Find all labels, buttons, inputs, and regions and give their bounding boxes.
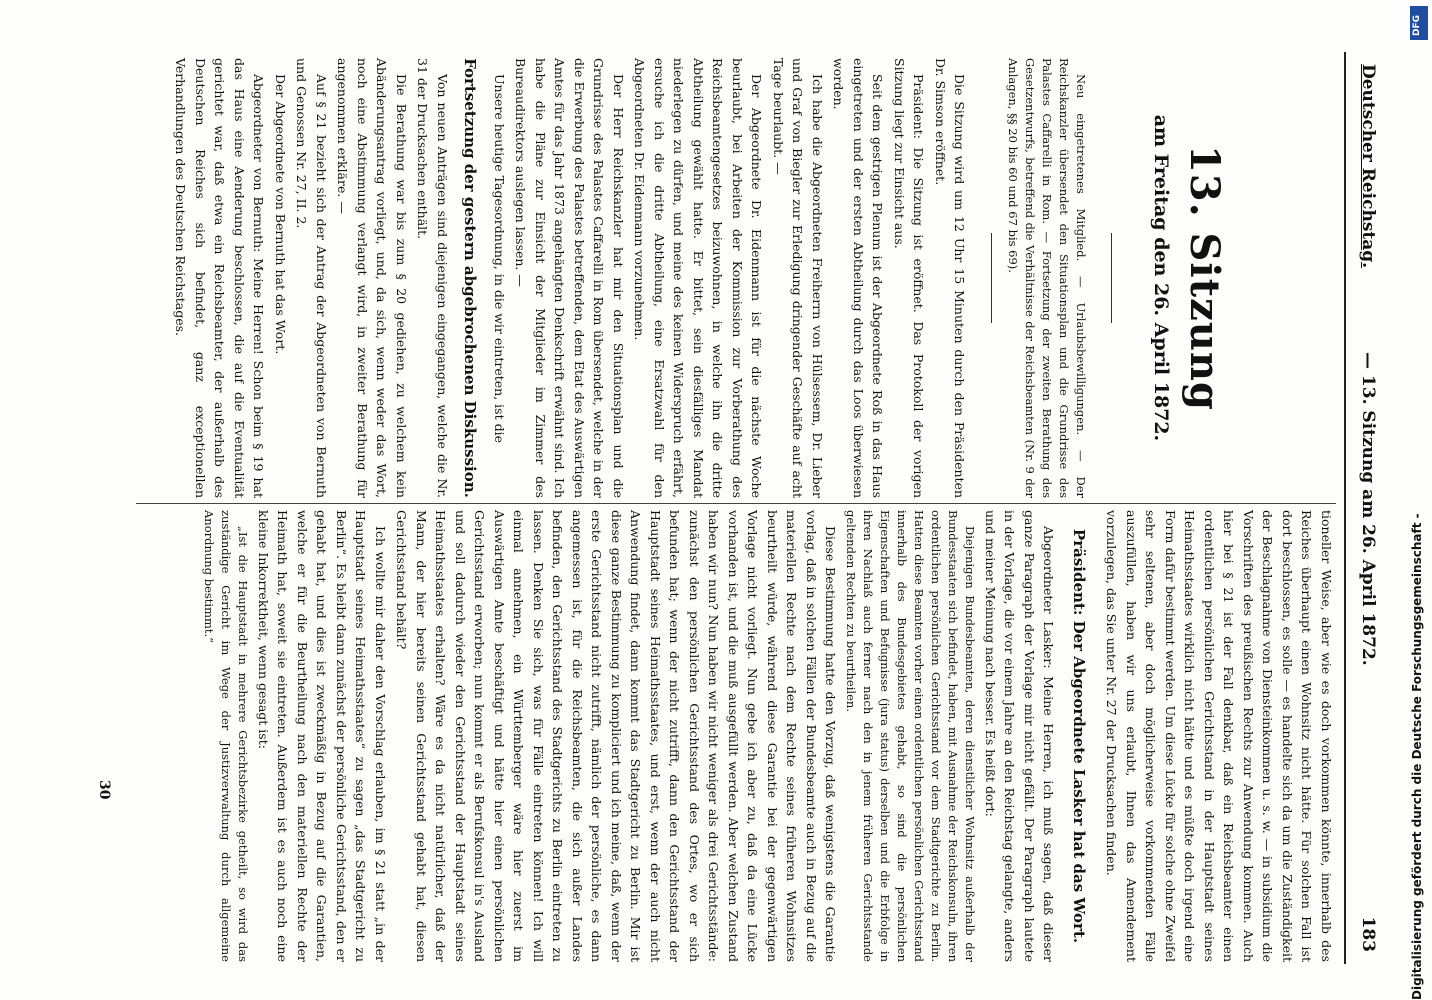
dfg-logo-text: DFG [1412, 14, 1422, 36]
dfg-logo [1410, 6, 1428, 40]
column-divider [136, 503, 1336, 504]
summary-paragraph: Neu eingetretenes Mitglied. — Urlaubsbewilligungen. — Der Reichskanzler übersendet den Situationsplan und die Grundrisse des Palastes Caffarelli in Rom. — Fortsetzung der zweiten Berathung des Gesetzentwurfs, betreffend die Verhältnisse der Reichsbeamten (Nr. 9 der Anlagen, §§ 20 bis 60 und 67 bis 69). [1006, 58, 1089, 498]
session-date: am Freitag den 26. April 1872. [1150, 114, 1172, 442]
section-subhead: Fortsetzung der gestern abgebrochenen Diskussion. [461, 58, 480, 498]
divider [992, 233, 993, 323]
president-line: Präsident: Der Abgeordnete Lasker hat das Wort. [1070, 528, 1088, 944]
divider [1112, 233, 1113, 323]
paragraph: Von neuen Anträgen sind diejenigen eingegangen, welche die Nr. 31 der Drucksachen enthält. [415, 58, 450, 498]
running-header [1344, 52, 1386, 964]
digitization-stamp [1402, 320, 1432, 1000]
right-column [199, 510, 1337, 962]
paragraph: Die Berathung war bis zum § 20 gediehen, zu welchem kein Abänderungsantrag vorliegt, und, da sich, wenn weder das Wort, noch eine Abstimmung verlangt wird, in zweiter Berathung für angenommen erkläre. — [335, 58, 409, 498]
paragraph: Ich habe die Abgeordneten Freiherrn von Hülsessem, Dr. Lieber und Graf von Biegler zur Erledigung dringender Geschäfte auf acht Tage beurlaubt. — [771, 58, 825, 498]
paragraph: Ich wollte mir daher den Vorschlag erlauben, im § 21 statt „in der Hauptstadt seines Heimathsstaates“ zu sagen „das Stadtgericht zu Berlin“. Es bleibt dann zunächst der persönliche Gerichtsstand, den er gehabt hat, und dies ist zweckmäßig in Bezug auf die Garantien, welche er für die Beurtheilung nach den materiellen Rechte der Heimath hat, soweit sie eintreten. Außerdem ist es auch noch eine kleine Inkorrektheit, wenn gesagt ist: [256, 510, 388, 962]
left-column [169, 58, 1336, 498]
digitization-stamp-text: Digitalisierung gefördert durch die Deutsche Forschungsgemeinschaft - [1410, 513, 1424, 1000]
paragraph: Der Herr Reichskanzler hat mir den Situationsplan und die Grundrisse des Palastes Caffarelli in Rom übersendet, welche in der die Erwerbung des Palastes betreffenden, dem Etat des Auswärtigen Amtes für das Jahr 1873 angehängten Denkschrift erwähnt sind. Ich habe die Pläne zur Einsicht der Mitglieder im Zimmer des Bureaudirektors auslegen lassen. — [513, 58, 626, 498]
paragraph: Abgeordneter Lasker: Meine Herren, ich muß sagen, daß dieser ganze Paragraph der Vorlage mir nicht gefällt. Der Paragraph lautete in der Vorlage, die vor einem Jahre an den Reichstag gelangte, anders und meiner Meinung nach besser. Es heißt dort: [983, 510, 1057, 962]
paragraph: Unsere heutige Tagesordnung, in die wir eintreten, ist die [492, 74, 507, 443]
session-title: 13. Sitzung [1181, 145, 1228, 411]
paragraph: Präsident: Die Sitzung ist eröffnet. Das Protokoll der vorigen Sitzung liegt zur Einsicht aus. [892, 58, 927, 498]
paragraph: Seit dem gestrigen Plenum ist der Abgeordnete Roß in das Haus eingetreten und der ersten Abtheilung durch das Loos überwiesen worden. [831, 58, 886, 498]
header-page-number: 183 [1358, 916, 1378, 952]
paragraph: Abgeordneter von Bernuth: Meine Herren! Schon beim § 19 hat das Haus eine Aenderung beschlossen, die auf die Eventualität gerichtet war, daß etwa ein Reichsbeamter, der außerhalb des Deutschen Reiches sich befindet, ganz exceptionellen Verhandlungen des Deutschen Reichstages. [173, 58, 267, 498]
header-left: Deutscher Reichstag. [1358, 64, 1378, 269]
header-center: — 13. Sitzung am 26. April 1872. [1358, 352, 1378, 666]
folio-number: 30 [96, 780, 112, 800]
paragraph: Auf § 21 bezieht sich der Antrag der Abgeordneten von Bernuth und Genossen Nr. 27, II. 2. [294, 58, 329, 498]
paragraph: Der Abgeordnete Dr. Eidenmann ist für die nächste Woche beurlaubt, bei Arbeiten der Kommission zur Vorberathung des Reichsbeamtengesetzes beizuwohnen, in welche ihn die dritte Abtheilung gewählt hatte. Er bittet, sein diesfälliges Mandat niederlegen zu dürfen, und meine des keinen Widerspruch erfährt, ersuche ich die dritte Abtheilung, eine Ersatzwahl für den Abgeordneten Dr. Eidenmann vorzunehmen. [632, 58, 765, 498]
paragraph: tioneller Weise, aber wie es doch vorkommen könnte, innerhalb des Reiches überhaupt einen Wohnsitz nicht hätte. Für solchen Fall ist dort beschlossen, es solle — es handelte sich da um die Zuständigkeit der Beschlagnahme von Diensteinkommen u. s. w. — in subsidium die Vorschriften des preußischen Rechts zur Anwendung kommen. Auch hier bei § 21 ist der Fall denkbar, daß ein Reichsbeamter einen ordentlichen persönlichen Gerichtsstand in der Hauptstadt seines Heimathsstaates wirklich nicht hätte und es müßte doch irgend eine Form dafür bestimmt werden. Um diese Lücke für solche ohne Zweifel sehr seltenen, aber doch möglicherweise vorkommenden Fälle auszufüllen, haben wir uns erlaubt, Ihnen das Amendement vorzulegen, das Sie unter Nr. 27 der Drucksachen finden. [1104, 510, 1334, 962]
paragraph: Der Abgeordnete von Bernuth hat das Wort. [273, 74, 288, 355]
quoted-paragraph: „Ist die Hauptstadt in mehrere Gerichtsbezirke getheilt, so wird das zuständige Gericht im Wege der Justizverwaltung durch allgemeine Anordnung bestimmt.“ [202, 510, 251, 962]
opening-paragraph: Die Sitzung wird um 12 Uhr 15 Minuten durch den Präsidenten Dr. Simson eröffnet. [933, 58, 968, 498]
paragraph: Diese Bestimmung hatte den Vorzug, daß wenigstens die Garantie vorlag, daß in solchen Fällen der Bundesbeamte auch in Bezug auf die materiellen Rechte nach dem Rechte seines früheren Wohnsitzes beurtheilt würde, während diese Garantie bei der gegenwärtigen Vorlage nicht vorliegt. Nun gebe ich aber zu, daß da eine Lücke vorhanden ist, und die muß ausgefüllt werden. Aber welchen Zustand haben wir nun? Nun haben wir nicht weniger als drei Gerichtsstände: zunächst den persönlichen Gerichtsstand des Ortes, wo er sich befunden hat; wenn der nicht zutrifft, dann den Gerichtsstand der Hauptstadt seines Heimathsstaates, und erst, wenn der auch nicht Anwendung findet, dann kommt das Stadtgericht zu Berlin. Mir ist diese ganze Bestimmung zu kompliciert und ich meine, daß, wenn der erste Gerichtsstand nicht zutrifft, nämlich der persönliche, es dann angemessen ist, für die Reichsbeamten, die sich außer Landes befinden, den Gerichtsstand des Stadtgerichts zu Berlin eintreten zu lassen. Denken Sie sich, was für Fälle eintreten können! Ich will einmal annehmen, ein Württemberger wäre hier zuerst im Auswärtigen Amte beschäftigt und hätte hier einen persönlichen Gerichtsstand erworben; nun kommt er als Berufskonsul in's Ausland und soll dadurch wieder den Gerichtsstand der Hauptstadt seines Heimathsstaates erhalten? Wäre es da nicht natürlicher, daß der Mann, der hier bereits seinen Gerichtsstand gehabt hat, diesen Gerichtsstand behält? [394, 510, 839, 962]
quoted-paragraph: Diejenigen Bundesbeamten, deren dienstlicher Wohnsitz außerhalb der Bundesstaaten sich befindet, haben, mit Ausnahme der Reichskonsuln, ihren ordentlichen persönlichen Gerichtsstand vor dem Stadtgerichte zu Berlin. Hatten diese Beamten vorher einen ordentlichen persönlichen Gerichtsstand innerhalb des Bundesgebietes gehabt, so sind die persönlichen Eigenschaften und Befugnisse (jura status) derselben und die Erbfolge in ihren Nachlaß auch ferner nach den in jenem früheren Gerichtsstande geltenden Rechten zu beurtheilen. [844, 510, 978, 962]
